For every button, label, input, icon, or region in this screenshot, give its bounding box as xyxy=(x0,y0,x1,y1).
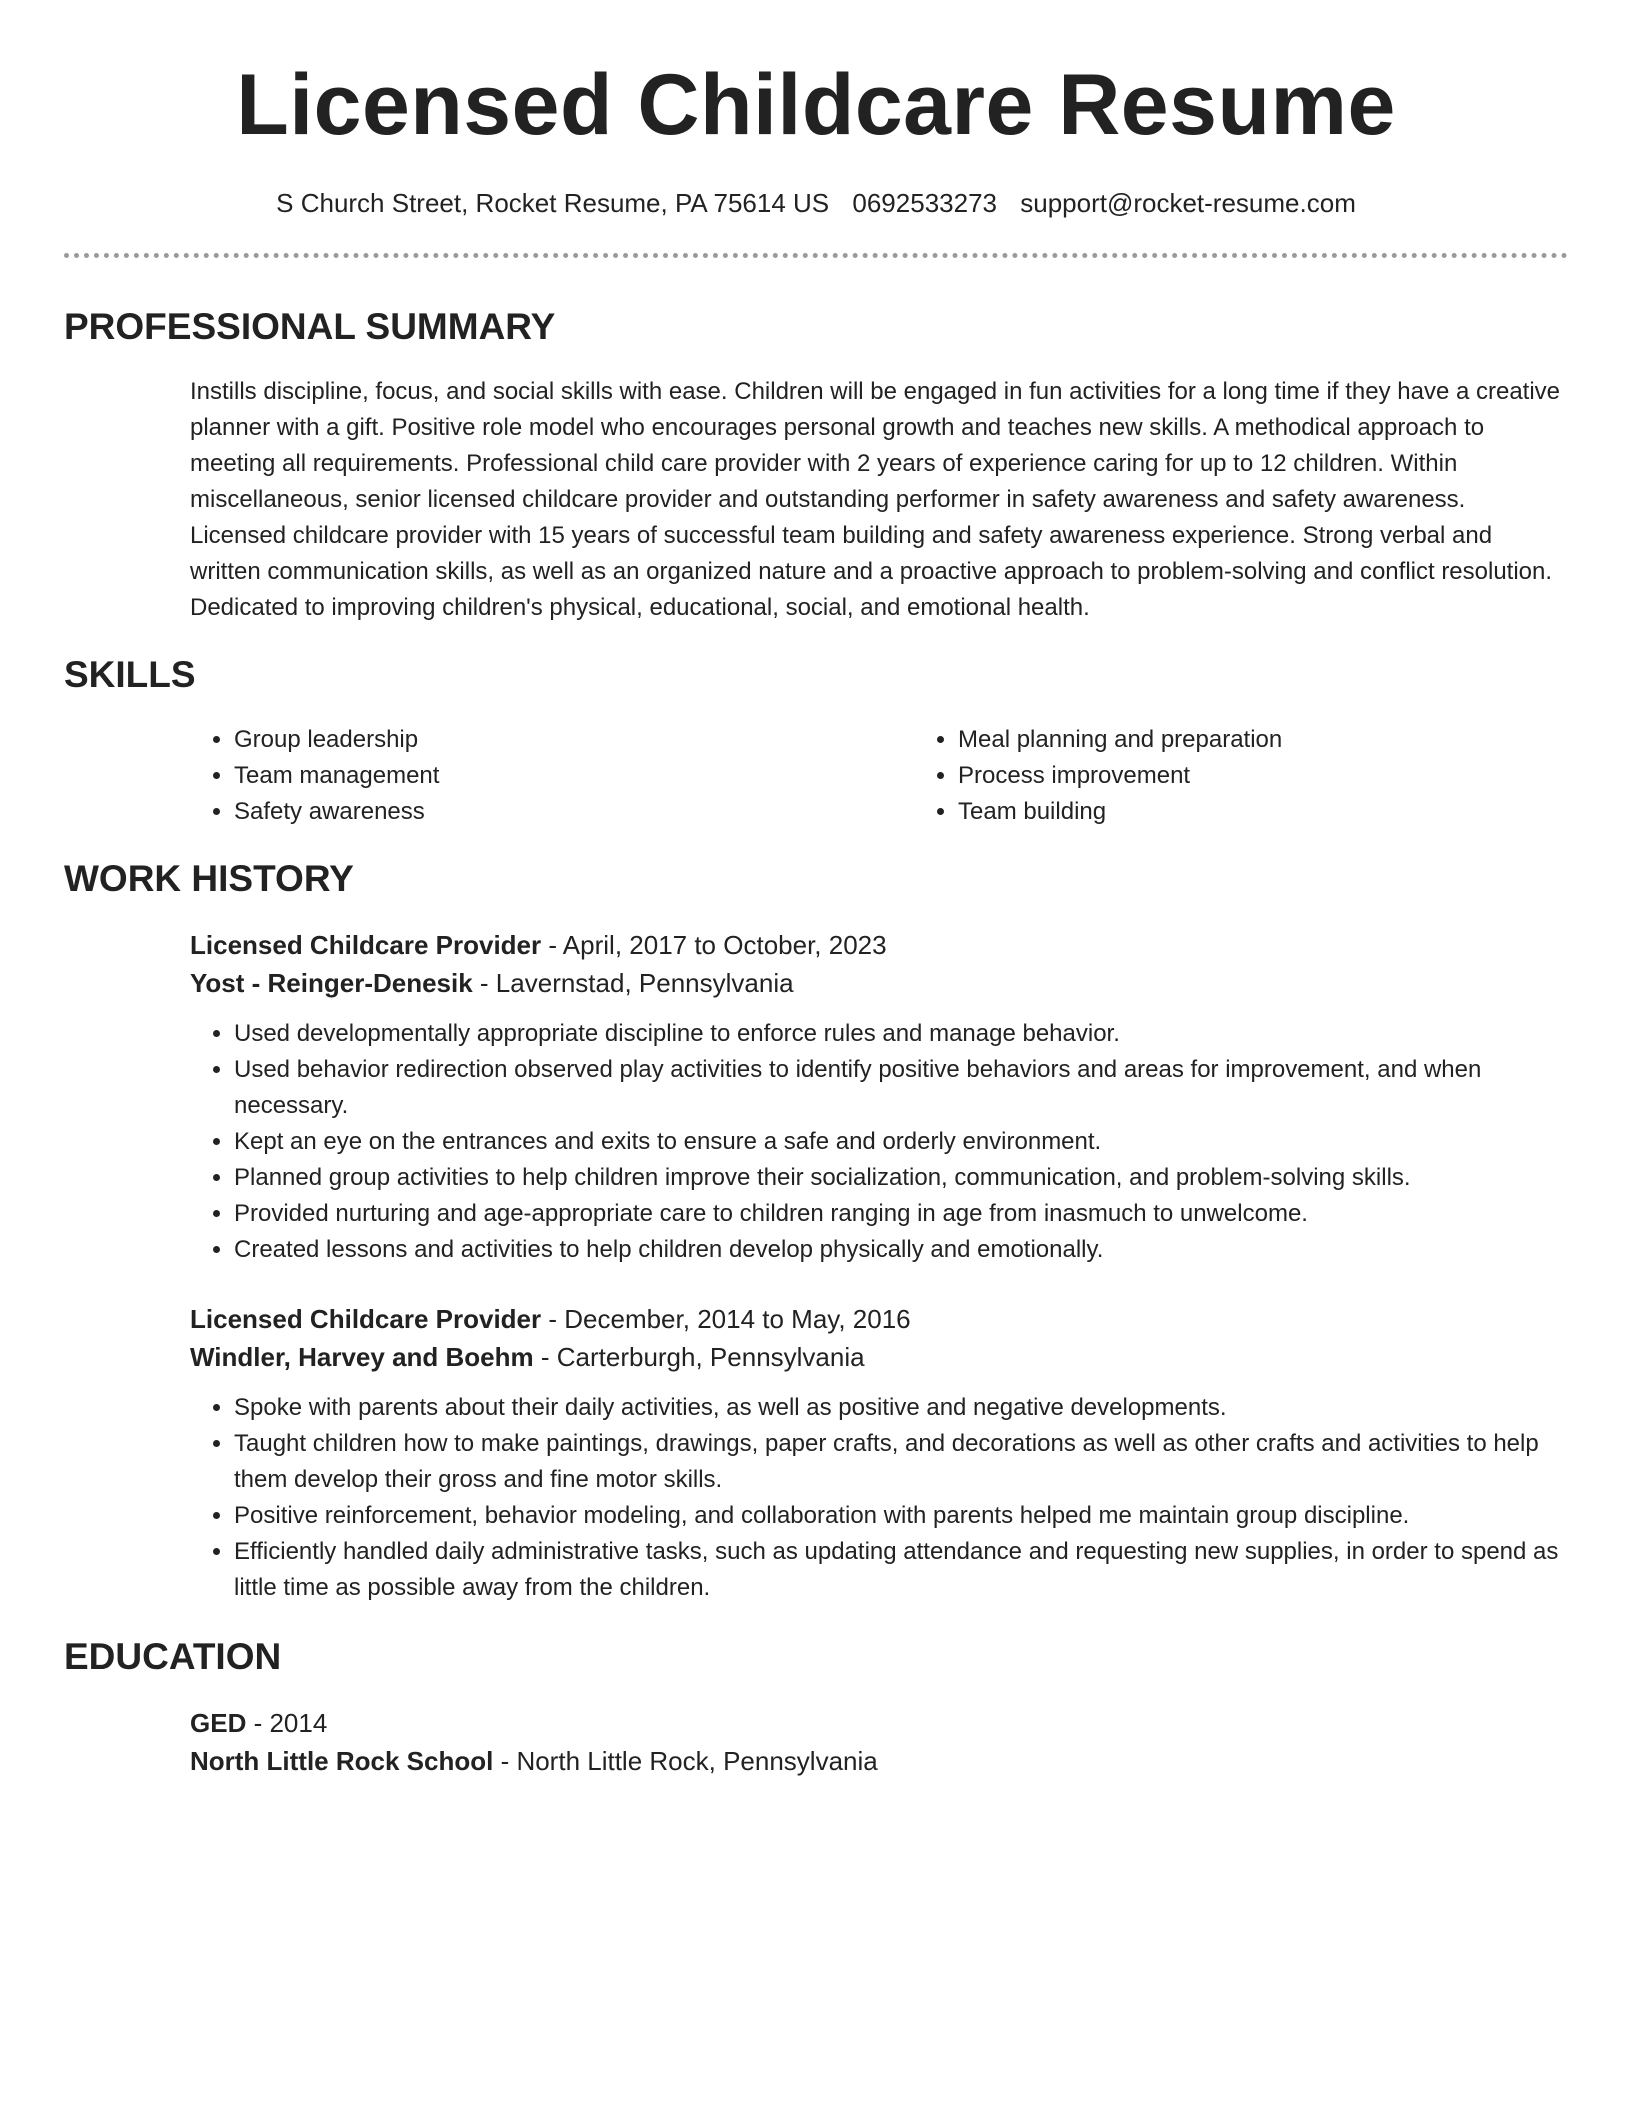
job-dates: - April, 2017 to October, 2023 xyxy=(541,930,887,960)
duty-item: • Created lessons and activities to help children develop physically and emotionally. xyxy=(234,1232,1568,1268)
duty-item: • Used developmentally appropriate discipline to enforce rules and manage behavior. xyxy=(234,1016,1568,1052)
skills-column-left xyxy=(190,722,914,830)
work-history-section xyxy=(64,858,1568,1606)
school-line xyxy=(190,1742,1568,1780)
job-title-line xyxy=(190,926,1568,964)
job-location: - Lavernstad, Pennsylvania xyxy=(472,968,794,998)
duty-item: • Used behavior redirection observed play activities to identify positive behaviors and areas for improvement, and when necessary. xyxy=(234,1052,1568,1124)
job-title: Licensed Childcare Provider xyxy=(190,930,542,960)
degree-line xyxy=(190,1704,1568,1742)
job-dates: - December, 2014 to May, 2016 xyxy=(541,1304,911,1334)
skills-section xyxy=(64,654,1568,830)
job-location: - Carterburgh, Pennsylvania xyxy=(533,1342,865,1372)
job-title: Licensed Childcare Provider xyxy=(190,1304,542,1334)
skill-item: • Team management xyxy=(234,758,914,794)
summary-text: Instills discipline, focus, and social skills with ease. Children will be engaged in fun activities for a long time if they have a creative planner with a gift. Positive role model who encourages personal growth and teaches new skills. A methodical approach to meeting all requirements. Professional child care provider with 2 years of experience caring for up to 12 children. Within miscellaneous, senior licensed childcare provider and outstanding performer in safety awareness and safety awareness. Licensed childcare provider with 15 years of successful team building and safety awareness experience. Strong verbal and written communication skills, as well as an organized nature and a proactive approach to problem-solving and conflict resolution. Dedicated to improving children's physical, educational, social, and emotional health. xyxy=(190,378,1561,621)
skills-heading: SKILLS xyxy=(64,654,196,695)
job-company-line xyxy=(190,1338,1568,1376)
job-entry xyxy=(190,926,1568,1268)
summary-heading: PROFESSIONAL SUMMARY xyxy=(64,306,556,347)
duty-item: • Provided nurturing and age-appropriate care to children ranging in age from inasmuch to unwelcome. xyxy=(234,1196,1568,1232)
contact-address: S Church Street, Rocket Resume, PA 75614 US xyxy=(276,188,830,218)
skills-column-right xyxy=(914,722,1282,830)
resume-title: Licensed Childcare Resume xyxy=(236,57,1396,153)
duty-item: • Kept an eye on the entrances and exits to ensure a safe and orderly environment. xyxy=(234,1124,1568,1160)
duty-item: • Taught children how to make paintings, drawings, paper crafts, and decorations as well as other crafts and activities to help them develop their gross and fine motor skills. xyxy=(234,1426,1568,1498)
degree: GED xyxy=(190,1708,247,1738)
job-company: Windler, Harvey and Boehm xyxy=(190,1342,534,1372)
skill-item: • Safety awareness xyxy=(234,794,914,830)
duty-item: • Planned group activities to help children improve their socialization, communication, and problem-solving skills. xyxy=(234,1160,1568,1196)
header-divider xyxy=(64,253,1568,258)
work-history-heading: WORK HISTORY xyxy=(64,858,354,899)
education-heading: EDUCATION xyxy=(64,1636,282,1677)
education-entry xyxy=(190,1704,1568,1780)
job-entry xyxy=(190,1300,1568,1606)
duty-item: • Efficiently handled daily administrative tasks, such as updating attendance and requesting new supplies, in order to spend as little time as possible away from the children. xyxy=(234,1534,1568,1606)
skill-item: • Group leadership xyxy=(234,722,914,758)
school-name: North Little Rock School xyxy=(190,1746,494,1776)
school-location: - North Little Rock, Pennsylvania xyxy=(493,1746,878,1776)
skill-item: • Meal planning and preparation xyxy=(958,722,1282,758)
job-duties xyxy=(190,1390,1568,1606)
job-company-line xyxy=(190,964,1568,1002)
degree-year: - 2014 xyxy=(246,1708,328,1738)
contact-email: support@rocket-resume.com xyxy=(1020,188,1356,218)
skills-list xyxy=(190,722,1568,830)
duty-item: • Positive reinforcement, behavior modeling, and collaboration with parents helped me maintain group discipline. xyxy=(234,1498,1568,1534)
job-title-line xyxy=(190,1300,1568,1338)
skill-item: • Team building xyxy=(958,794,1282,830)
education-section xyxy=(64,1636,1568,1780)
contact-phone: 0692533273 xyxy=(852,188,997,218)
job-duties xyxy=(190,1016,1568,1268)
contact-info xyxy=(64,188,1568,219)
duty-item: • Spoke with parents about their daily activities, as well as positive and negative developments. xyxy=(234,1390,1568,1426)
summary-section xyxy=(64,306,1568,626)
job-company: Yost - Reinger-Denesik xyxy=(190,968,473,998)
skill-item: • Process improvement xyxy=(958,758,1282,794)
